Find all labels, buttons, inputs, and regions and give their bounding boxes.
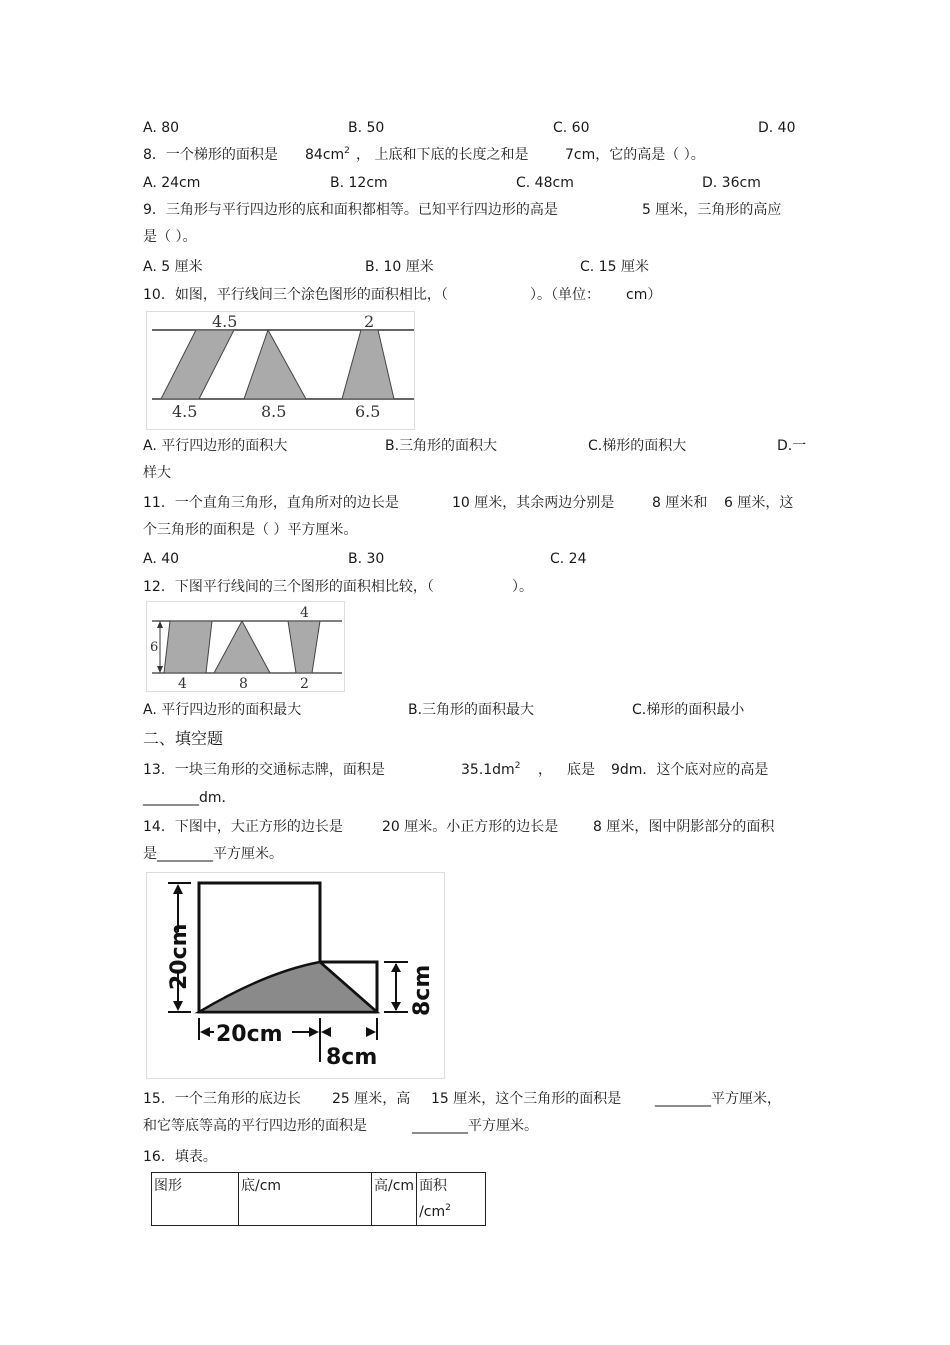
q11-question-part1: 11．一个直角三角形，直角所对的边长是 [143, 495, 399, 511]
q10-question-part2: ）。（单位： [530, 287, 600, 303]
q10-option-d-wrap: 样大 [143, 465, 171, 481]
q13-question-part1: 13．一块三角形的交通标志牌，面积是 [143, 762, 385, 778]
q15-question-part2: 25 厘米，高 [332, 1091, 411, 1107]
q8-option-a: A. 24cm [143, 175, 201, 191]
q15-question-part1: 15．一个三角形的底边长 [143, 1091, 301, 1107]
q12-question-part2: ）。 [512, 579, 533, 595]
q12-question-part1: 12．下图平行线间的三个图形的面积相比较，（ [143, 579, 434, 595]
q10-option-c: C.梯形的面积大 [588, 438, 687, 454]
q13-question-part4: 9dm．这个底对应的高是 [611, 762, 769, 778]
q10-label-top-1: 4.5 [212, 312, 238, 331]
q8-question-area: $84cm^2$ [305, 146, 350, 163]
q14-figure [146, 872, 446, 1080]
q16-table [151, 1172, 486, 1226]
q9-question-part1: 9．三角形与平行四边形的底和面积都相等。已知平行四边形的高是 [143, 202, 558, 218]
q11-question-line2: 个三角形的面积是（ ）平方厘米。 [143, 522, 358, 538]
q15-answer-blank-1: ________平方厘米， [655, 1091, 781, 1107]
q8-option-b: B. 12cm [330, 175, 388, 191]
q11-option-b: B. 30 [348, 551, 385, 567]
q10-label-bottom-3: 6.5 [355, 402, 381, 421]
q7-option-b: B. 50 [348, 120, 385, 136]
q10-option-a: A. 平行四边形的面积大 [143, 438, 288, 454]
q12-parallelogram [164, 621, 212, 673]
q15-question-line2: 和它等底等高的平行四边形的面积是 [143, 1118, 367, 1134]
q9-option-c: C. 15 厘米 [580, 259, 649, 275]
q14-question-part2: 20 厘米。小正方形的边长是 [382, 819, 559, 835]
q11-question-part4: 6 厘米，这 [724, 495, 794, 511]
q12-label-top: 4 [300, 605, 309, 621]
section-title-fill-in: 二、填空题 [143, 729, 224, 748]
q10-figure [146, 311, 416, 431]
q16-header-height: 高/cm [372, 1173, 417, 1226]
q10-label-bottom-1: 4.5 [172, 402, 198, 421]
q8-option-c: C. 48cm [516, 175, 574, 191]
q14-label-bottom-big: 20cm [216, 1022, 283, 1047]
q14-question-part1: 14．下图中，大正方形的边长是 [143, 819, 343, 835]
q12-figure [146, 601, 346, 693]
q9-option-a: A. 5 厘米 [143, 259, 203, 275]
q10-parallelogram [161, 330, 234, 399]
q12-triangle [214, 621, 270, 673]
q10-label-bottom-2: 8.5 [261, 402, 287, 421]
q10-option-b: B.三角形的面积大 [385, 438, 498, 454]
q7-option-a: A. 80 [143, 120, 180, 136]
q15-question-part3: 15 厘米，这个三角形的面积是 [431, 1091, 622, 1107]
q11-option-a: A. 40 [143, 551, 180, 567]
q16-header-shape: 图形 [152, 1173, 239, 1226]
q12-option-b: B.三角形的面积最大 [408, 702, 535, 718]
q10-option-d: D.一 [777, 438, 807, 454]
q13-question-area: $35.1dm^2$ [461, 761, 521, 778]
q11-question-part3: 8 厘米和 [652, 495, 708, 511]
q7-option-d: D. 40 [758, 120, 796, 136]
q14-answer-blank: 是________平方厘米。 [143, 846, 283, 862]
q12-label-bottom-1: 4 [178, 676, 187, 692]
q12-trapezoid [288, 621, 320, 673]
q10-triangle [244, 330, 306, 399]
q14-label-right: 8cm [410, 964, 435, 1016]
q12-option-c: C.梯形的面积最小 [632, 702, 745, 718]
q9-option-b: B. 10 厘米 [365, 259, 434, 275]
q11-option-c: C. 24 [550, 551, 587, 567]
q12-option-a: A. 平行四边形的面积最大 [143, 702, 302, 718]
q15-answer-blank-2: ________平方厘米。 [412, 1118, 538, 1134]
q14-label-left: 20cm [167, 923, 192, 990]
q16-title: 16．填表。 [143, 1149, 217, 1165]
q10-question-part1: 10．如图，平行线间三个涂色图形的面积相比，（ [143, 287, 448, 303]
q8-question-part1: 8．一个梯形的面积是 [143, 147, 278, 163]
q12-label-side: 6 [150, 640, 159, 655]
q14-question-part3: 8 厘米，图中阴影部分的面积 [593, 819, 775, 835]
q10-trapezoid [342, 330, 394, 399]
q8-question-part2: ， 上底和下底的长度之和是 [356, 147, 529, 163]
q14-label-bottom-small: 8cm [326, 1045, 378, 1070]
q13-question-part2: ， [538, 762, 552, 778]
q10-label-top-2: 2 [364, 312, 375, 331]
q16-header-base: 底/cm [239, 1173, 372, 1226]
q7-option-c: C. 60 [553, 120, 590, 136]
q12-label-bottom-2: 8 [239, 676, 248, 692]
q13-answer-blank: ________dm． [143, 790, 236, 806]
q10-question-part3: cm） [626, 287, 662, 303]
table-row [152, 1173, 486, 1226]
q9-question-part2: 5 厘米，三角形的高应 [642, 202, 782, 218]
q12-label-bottom-3: 2 [300, 676, 309, 692]
q16-header-area: 面积 $/cm^2$ [417, 1173, 486, 1226]
q11-question-part2: 10 厘米，其余两边分别是 [452, 495, 615, 511]
q13-question-part3: 底是 [567, 762, 595, 778]
q8-question-part3: 7cm，它的高是（ ）。 [565, 147, 705, 163]
q9-question-line2: 是（ ）。 [143, 229, 197, 245]
q8-option-d: D. 36cm [702, 175, 761, 191]
